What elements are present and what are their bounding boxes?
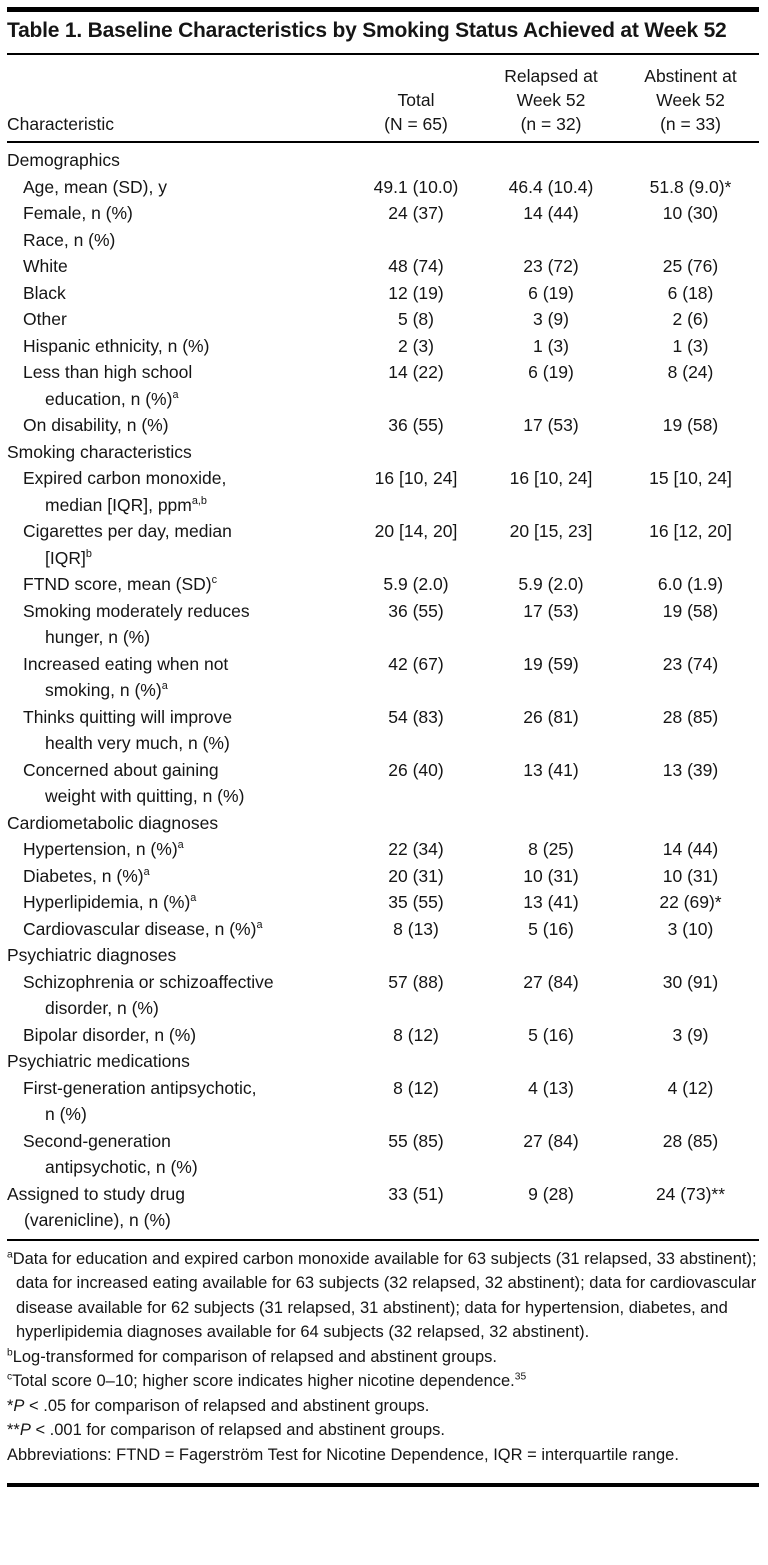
label-line: Assigned to study drug (7, 1183, 186, 1204)
label-line: Thinks quitting will improve (23, 706, 233, 727)
table-row (7, 1128, 759, 1181)
footnote-segment: Total score 0–10; higher score indicates higher nicotine dependence. (12, 1372, 515, 1391)
characteristic-cell (7, 598, 352, 651)
label-line: Demographics (7, 150, 120, 171)
value-cell: 22 (34) (388, 839, 444, 860)
table-row (7, 836, 759, 863)
footnote (7, 1394, 759, 1419)
table-row (7, 1075, 759, 1128)
label-line: median [IQR], ppm$^{a,b}$ (45, 494, 207, 515)
label-line: Race, n (%) (23, 229, 116, 250)
footnote-segment: P (13, 1396, 25, 1415)
characteristic-cell (7, 200, 352, 227)
value-cell: 17 (53) (523, 415, 579, 436)
value-cell: 16 [10, 24] (509, 468, 593, 489)
value-cell: 3 (9) (533, 309, 569, 330)
characteristic-cell (7, 757, 352, 810)
label-line: Psychiatric medications (7, 1051, 190, 1072)
value-cell: 48 (74) (388, 256, 444, 277)
label-line: weight with quitting, n (%) (45, 786, 245, 807)
value-cell: 2 (3) (398, 335, 434, 356)
value-cell: 20 [14, 20] (374, 521, 458, 542)
value-cell: 19 (58) (662, 600, 719, 621)
label-line: Smoking characteristics (7, 441, 192, 462)
value-cell: 5 (16) (528, 1024, 574, 1045)
characteristic-cell (7, 174, 352, 201)
label-line: smoking, n (%)$^a$ (45, 680, 168, 701)
value-cell: 27 (84) (523, 1130, 579, 1151)
footnote (7, 1369, 759, 1394)
value-cell: 14 (44) (662, 839, 719, 860)
section-row (7, 439, 759, 466)
label-line: Black (23, 282, 66, 303)
characteristic-cell (7, 1075, 352, 1128)
label-line: Less than high school (23, 362, 193, 383)
value-cell: 36 (55) (388, 600, 444, 621)
characteristic-cell (7, 253, 352, 280)
table-row (7, 280, 759, 307)
bottom-rule (7, 1483, 759, 1487)
label-line: Expired carbon monoxide, (23, 468, 227, 489)
value-cell: 49.1 (10.0) (373, 176, 459, 197)
value-cell: 36 (55) (388, 415, 444, 436)
table-row (7, 227, 759, 254)
value-cell: 5 (8) (398, 309, 434, 330)
value-cell: 35 (55) (388, 892, 444, 913)
table-row (7, 598, 759, 651)
value-cell (480, 227, 622, 254)
characteristic-cell (7, 916, 352, 943)
value-cell: 13 (39) (662, 759, 719, 780)
label-line: Cigarettes per day, median (23, 521, 232, 542)
header-line: Relapsed at (504, 66, 598, 87)
value-cell: 2 (6) (672, 309, 709, 330)
table-row (7, 1022, 759, 1049)
footnote-marker: b (85, 547, 92, 560)
footnote-marker: a,b (191, 494, 207, 507)
value-cell: 26 (40) (388, 759, 444, 780)
value-cell: 4 (13) (528, 1077, 574, 1098)
value-cell: 28 (85) (662, 706, 719, 727)
value-cell: 3 (10) (667, 918, 714, 939)
label-line: [IQR]$^b$ (45, 547, 92, 568)
table-row (7, 889, 759, 916)
label-line: hunger, n (%) (45, 627, 151, 648)
characteristic-cell (7, 333, 352, 360)
footnote-segment: Log-transformed for comparison of relapsed and abstinent groups. (12, 1347, 497, 1366)
section-label-cell (7, 142, 759, 174)
value-cell: 10 (31) (523, 865, 579, 886)
footnote-segment: a (7, 1249, 13, 1261)
characteristic-cell (7, 1181, 352, 1234)
section-label-cell (7, 1048, 759, 1075)
value-cell: 54 (83) (388, 706, 444, 727)
value-cell: 25 (76) (662, 256, 719, 277)
label-line: Smoking moderately reduces (23, 600, 250, 621)
table-row (7, 916, 759, 943)
footnote (7, 1345, 759, 1370)
label-line: FTND score, mean (SD)$^c$ (23, 574, 218, 595)
characteristic-cell (7, 571, 352, 598)
table-row (7, 651, 759, 704)
footnote (7, 1418, 759, 1443)
table-row (7, 333, 759, 360)
header-row (7, 55, 759, 142)
value-cell: 1 (3) (672, 335, 709, 356)
label-line: (varenicline), n (%) (24, 1210, 171, 1231)
characteristic-cell (7, 836, 352, 863)
footnote (7, 1247, 759, 1345)
label-line: Second-generation (23, 1130, 171, 1151)
value-cell: 1 (3) (533, 335, 569, 356)
value-cell: 8 (24) (667, 362, 714, 383)
section-label-cell (7, 439, 759, 466)
footnote-segment: ** (7, 1421, 20, 1440)
table-body (7, 142, 759, 1234)
footnote-segment: Abbreviations: FTND = Fagerström Test for Nicotine Dependence, IQR = interquartile range. (7, 1445, 679, 1464)
section-row (7, 942, 759, 969)
footnote (7, 1443, 759, 1468)
label-line: antipsychotic, n (%) (45, 1157, 198, 1178)
footnote-segment: < .001 for comparison of relapsed and abstinent groups. (30, 1421, 445, 1440)
header-line: (N = 65) (384, 114, 448, 135)
value-cell: 14 (22) (388, 362, 444, 383)
value-cell: 42 (67) (388, 653, 444, 674)
characteristic-cell (7, 465, 352, 518)
table-title: Table 1. Baseline Characteristics by Smoking Status Achieved at Week 52 (7, 19, 727, 42)
value-cell: 6.0 (1.9) (657, 574, 724, 595)
column-header-abstinent (622, 55, 759, 142)
value-cell: 8 (12) (393, 1024, 439, 1045)
value-cell: 5 (16) (528, 918, 574, 939)
label-line: disorder, n (%) (45, 998, 159, 1019)
label-line: Other (23, 309, 67, 330)
footnote-marker: a (143, 865, 150, 878)
value-cell: 5.9 (2.0) (518, 574, 584, 595)
label-line: Hyperlipidemia, n (%)$^a$ (23, 892, 197, 913)
characteristic-cell (7, 704, 352, 757)
label-line: Schizophrenia or schizoaffective (23, 971, 274, 992)
table-row (7, 359, 759, 412)
value-cell: 8 (25) (528, 839, 574, 860)
value-cell: 14 (44) (523, 203, 579, 224)
characteristic-cell (7, 359, 352, 412)
value-cell: 22 (69)* (659, 892, 722, 913)
table-row (7, 518, 759, 571)
value-cell: 57 (88) (388, 971, 444, 992)
footnote-segment: Data for education and expired carbon monoxide available for 63 subjects (31 relapsed, 33 abstinent); data for increased eating available for 63 subjects (32 relapsed, 32 abstinent); data for cardiovascular disease available for 62 subjects (31 relapsed, 31 abstinent); data for hypertension, diabetes, and hyperlipidemia diagnoses available for 64 subjects (32 relapsed, 32 abstinent). (12, 1249, 757, 1342)
footnote-segment: * (7, 1396, 14, 1415)
value-cell: 6 (19) (528, 282, 574, 303)
footnote-marker: a (161, 680, 168, 693)
table-row (7, 863, 759, 890)
value-cell: 13 (41) (523, 892, 579, 913)
value-cell: 26 (81) (523, 706, 579, 727)
characteristic-cell (7, 412, 352, 439)
value-cell: 24 (37) (388, 203, 444, 224)
value-cell: 23 (72) (523, 256, 579, 277)
characteristic-cell (7, 1128, 352, 1181)
table-row (7, 253, 759, 280)
label-line: n (%) (45, 1104, 87, 1125)
table-row (7, 1181, 759, 1234)
value-cell: 19 (58) (662, 415, 719, 436)
value-cell: 28 (85) (662, 1130, 719, 1151)
footnote-marker: a (256, 918, 263, 931)
value-cell (352, 227, 480, 254)
value-cell: 24 (73)** (655, 1183, 726, 1204)
table-row (7, 200, 759, 227)
header-line: Total (397, 90, 435, 111)
header-line: Week 52 (516, 90, 586, 111)
footnote-segment: b (7, 1347, 13, 1359)
value-cell: 19 (59) (523, 653, 579, 674)
label-line: Hypertension, n (%)$^a$ (23, 839, 184, 860)
value-cell: 23 (74) (662, 653, 719, 674)
value-cell: 12 (19) (388, 282, 444, 303)
value-cell: 15 [10, 24] (649, 468, 732, 489)
characteristic-cell (7, 651, 352, 704)
table-row (7, 306, 759, 333)
section-label-cell (7, 942, 759, 969)
label-line: Age, mean (SD), y (23, 176, 167, 197)
value-cell: 16 [12, 20] (649, 521, 732, 542)
value-cell: 30 (91) (662, 971, 719, 992)
value-cell: 8 (13) (393, 918, 439, 939)
value-cell: 46.4 (10.4) (508, 176, 594, 197)
label-line: On disability, n (%) (23, 415, 169, 436)
value-cell: 20 [15, 23] (509, 521, 593, 542)
value-cell: 51.8 (9.0)* (649, 176, 732, 197)
characteristic-cell (7, 863, 352, 890)
characteristic-cell (7, 889, 352, 916)
characteristic-cell (7, 969, 352, 1022)
section-row (7, 1048, 759, 1075)
value-cell: 10 (30) (662, 203, 719, 224)
table-row (7, 969, 759, 1022)
column-header-relapsed (480, 55, 622, 142)
label-line: Cardiovascular disease, n (%)$^a$ (23, 918, 263, 939)
label-line: Increased eating when not (23, 653, 229, 674)
value-cell (622, 227, 759, 254)
label-line: Cardiometabolic diagnoses (7, 812, 219, 833)
header-line: (n = 32) (520, 114, 582, 135)
value-cell: 8 (12) (393, 1077, 439, 1098)
table-row (7, 412, 759, 439)
header-line: (n = 33) (660, 114, 721, 135)
section-label-cell (7, 810, 759, 837)
characteristic-cell (7, 280, 352, 307)
footnote-marker: a (177, 839, 184, 852)
footnote-marker: a (172, 388, 179, 401)
value-cell: 5.9 (2.0) (383, 574, 449, 595)
label-line: Diabetes, n (%)$^a$ (23, 865, 150, 886)
value-cell: 4 (12) (667, 1077, 714, 1098)
value-cell: 33 (51) (388, 1183, 444, 1204)
label-line: Concerned about gaining (23, 759, 219, 780)
value-cell: 6 (18) (667, 282, 714, 303)
footnote-segment: P (19, 1421, 31, 1440)
label-line: Female, n (%) (23, 203, 133, 224)
table-row (7, 174, 759, 201)
label-line: First-generation antipsychotic, (23, 1077, 257, 1098)
table-row (7, 757, 759, 810)
label-line: Bipolar disorder, n (%) (23, 1024, 197, 1045)
footnote-segment: c (7, 1371, 13, 1383)
label-line: Hispanic ethnicity, n (%) (23, 335, 210, 356)
value-cell: 10 (31) (662, 865, 719, 886)
header-line: Week 52 (656, 90, 725, 111)
label-line: Psychiatric diagnoses (7, 945, 177, 966)
header-line: Abstinent at (644, 66, 737, 87)
table-row (7, 465, 759, 518)
column-header-total (352, 55, 480, 142)
label-line: health very much, n (%) (45, 733, 230, 754)
section-row (7, 810, 759, 837)
value-cell: 13 (41) (523, 759, 579, 780)
footnote-marker: c (211, 574, 218, 587)
value-cell: 6 (19) (528, 362, 574, 383)
value-cell: 17 (53) (523, 600, 579, 621)
value-cell: 55 (85) (388, 1130, 444, 1151)
value-cell: 16 [10, 24] (374, 468, 458, 489)
label-line: education, n (%)$^a$ (45, 388, 179, 409)
value-cell: 20 (31) (388, 865, 444, 886)
label-line: White (23, 256, 68, 277)
table-row (7, 571, 759, 598)
value-cell: 3 (9) (672, 1024, 709, 1045)
footnote-segment: 35 (514, 1371, 527, 1383)
characteristic-cell (7, 1022, 352, 1049)
characteristic-cell (7, 306, 352, 333)
footnote-marker: a (190, 892, 197, 905)
table-header (7, 55, 759, 142)
baseline-characteristics-table (7, 55, 759, 1234)
table-row (7, 704, 759, 757)
column-header-characteristic: Characteristic (7, 55, 352, 142)
footnotes (7, 1241, 759, 1477)
section-row (7, 142, 759, 174)
value-cell: 27 (84) (523, 971, 579, 992)
characteristic-cell (7, 227, 352, 254)
value-cell: 9 (28) (528, 1183, 574, 1204)
characteristic-cell (7, 518, 352, 571)
footnote-segment: < .05 for comparison of relapsed and abstinent groups. (24, 1396, 430, 1415)
